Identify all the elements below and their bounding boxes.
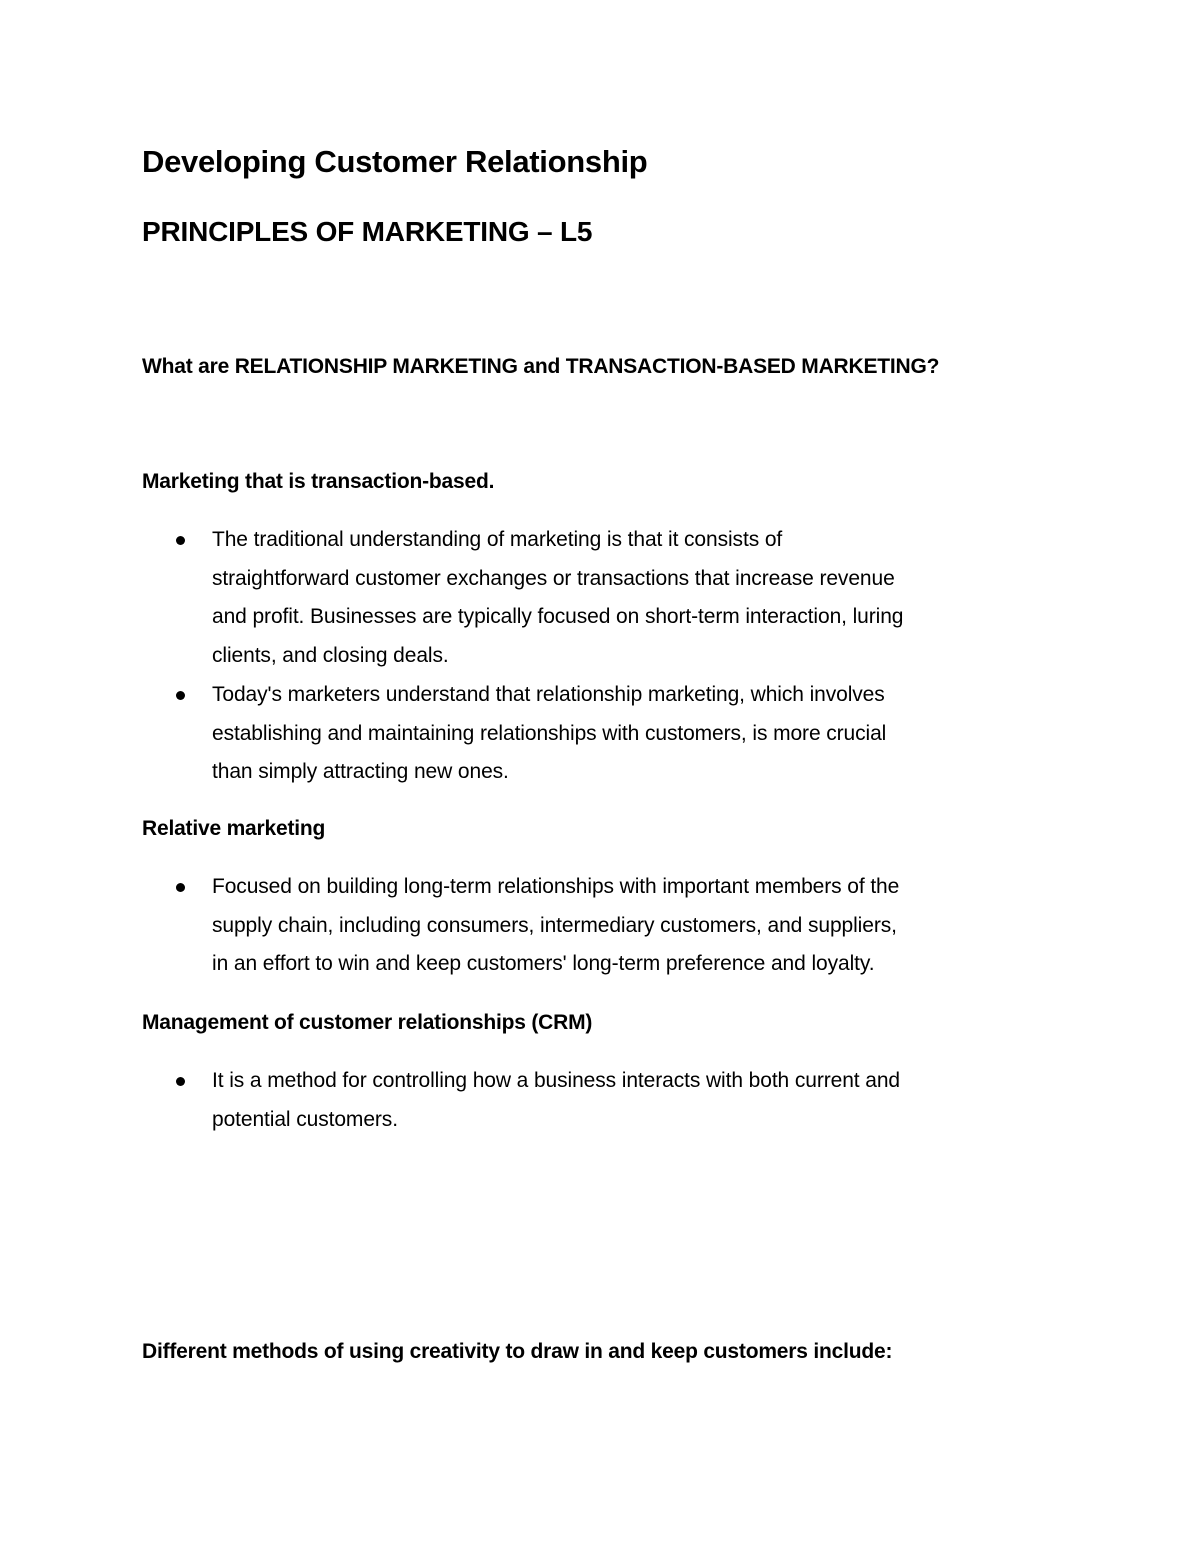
closing-heading: Different methods of using creativity to draw in and keep customers include: bbox=[142, 1340, 893, 1363]
bullet-text-line: Focused on building long-term relationships with important members of the bbox=[212, 875, 900, 898]
bullet-list-transaction-based bbox=[170, 521, 1070, 792]
bullet-icon bbox=[176, 883, 185, 892]
bullet-list-crm bbox=[170, 1062, 1070, 1139]
document-subtitle: PRINCIPLES OF MARKETING – L5 bbox=[142, 216, 593, 247]
bullet-text-line: The traditional understanding of marketing is that it consists of bbox=[212, 528, 783, 551]
bullet-text-line: in an effort to win and keep customers' long-term preference and loyalty. bbox=[212, 952, 875, 976]
section-heading-transaction-based: Marketing that is transaction-based. bbox=[142, 470, 495, 493]
bullet-icon bbox=[176, 691, 185, 700]
bullet-text-line: establishing and maintaining relationships with customers, is more crucial bbox=[212, 721, 887, 745]
bullet-text-line: and profit. Businesses are typically focused on short-term interaction, luring bbox=[212, 605, 904, 629]
list-item bbox=[170, 868, 1070, 984]
bullet-text-line: clients, and closing deals. bbox=[212, 644, 449, 668]
list-item bbox=[170, 1062, 1070, 1139]
bullet-text-line: than simply attracting new ones. bbox=[212, 760, 509, 784]
bullet-icon bbox=[176, 536, 185, 545]
bullet-text-line: supply chain, including consumers, intermediary customers, and suppliers, bbox=[212, 913, 897, 937]
document-title: Developing Customer Relationship bbox=[142, 144, 648, 179]
list-item bbox=[170, 676, 1070, 792]
section-heading-crm: Management of customer relationships (CRM) bbox=[142, 1011, 593, 1034]
bullet-text-line: straightforward customer exchanges or transactions that increase revenue bbox=[212, 566, 895, 590]
bullet-text-line: It is a method for controlling how a business interacts with both current and bbox=[212, 1069, 900, 1092]
section-heading-relative-marketing: Relative marketing bbox=[142, 817, 326, 840]
list-item bbox=[170, 521, 1070, 676]
bullet-text-line: potential customers. bbox=[212, 1107, 398, 1131]
bullet-icon bbox=[176, 1077, 185, 1086]
bullet-list-relative-marketing bbox=[170, 868, 1070, 984]
bullet-text-line: Today's marketers understand that relationship marketing, which involves bbox=[212, 682, 885, 706]
question-heading: What are RELATIONSHIP MARKETING and TRANSACTION-BASED MARKETING? bbox=[142, 355, 940, 378]
